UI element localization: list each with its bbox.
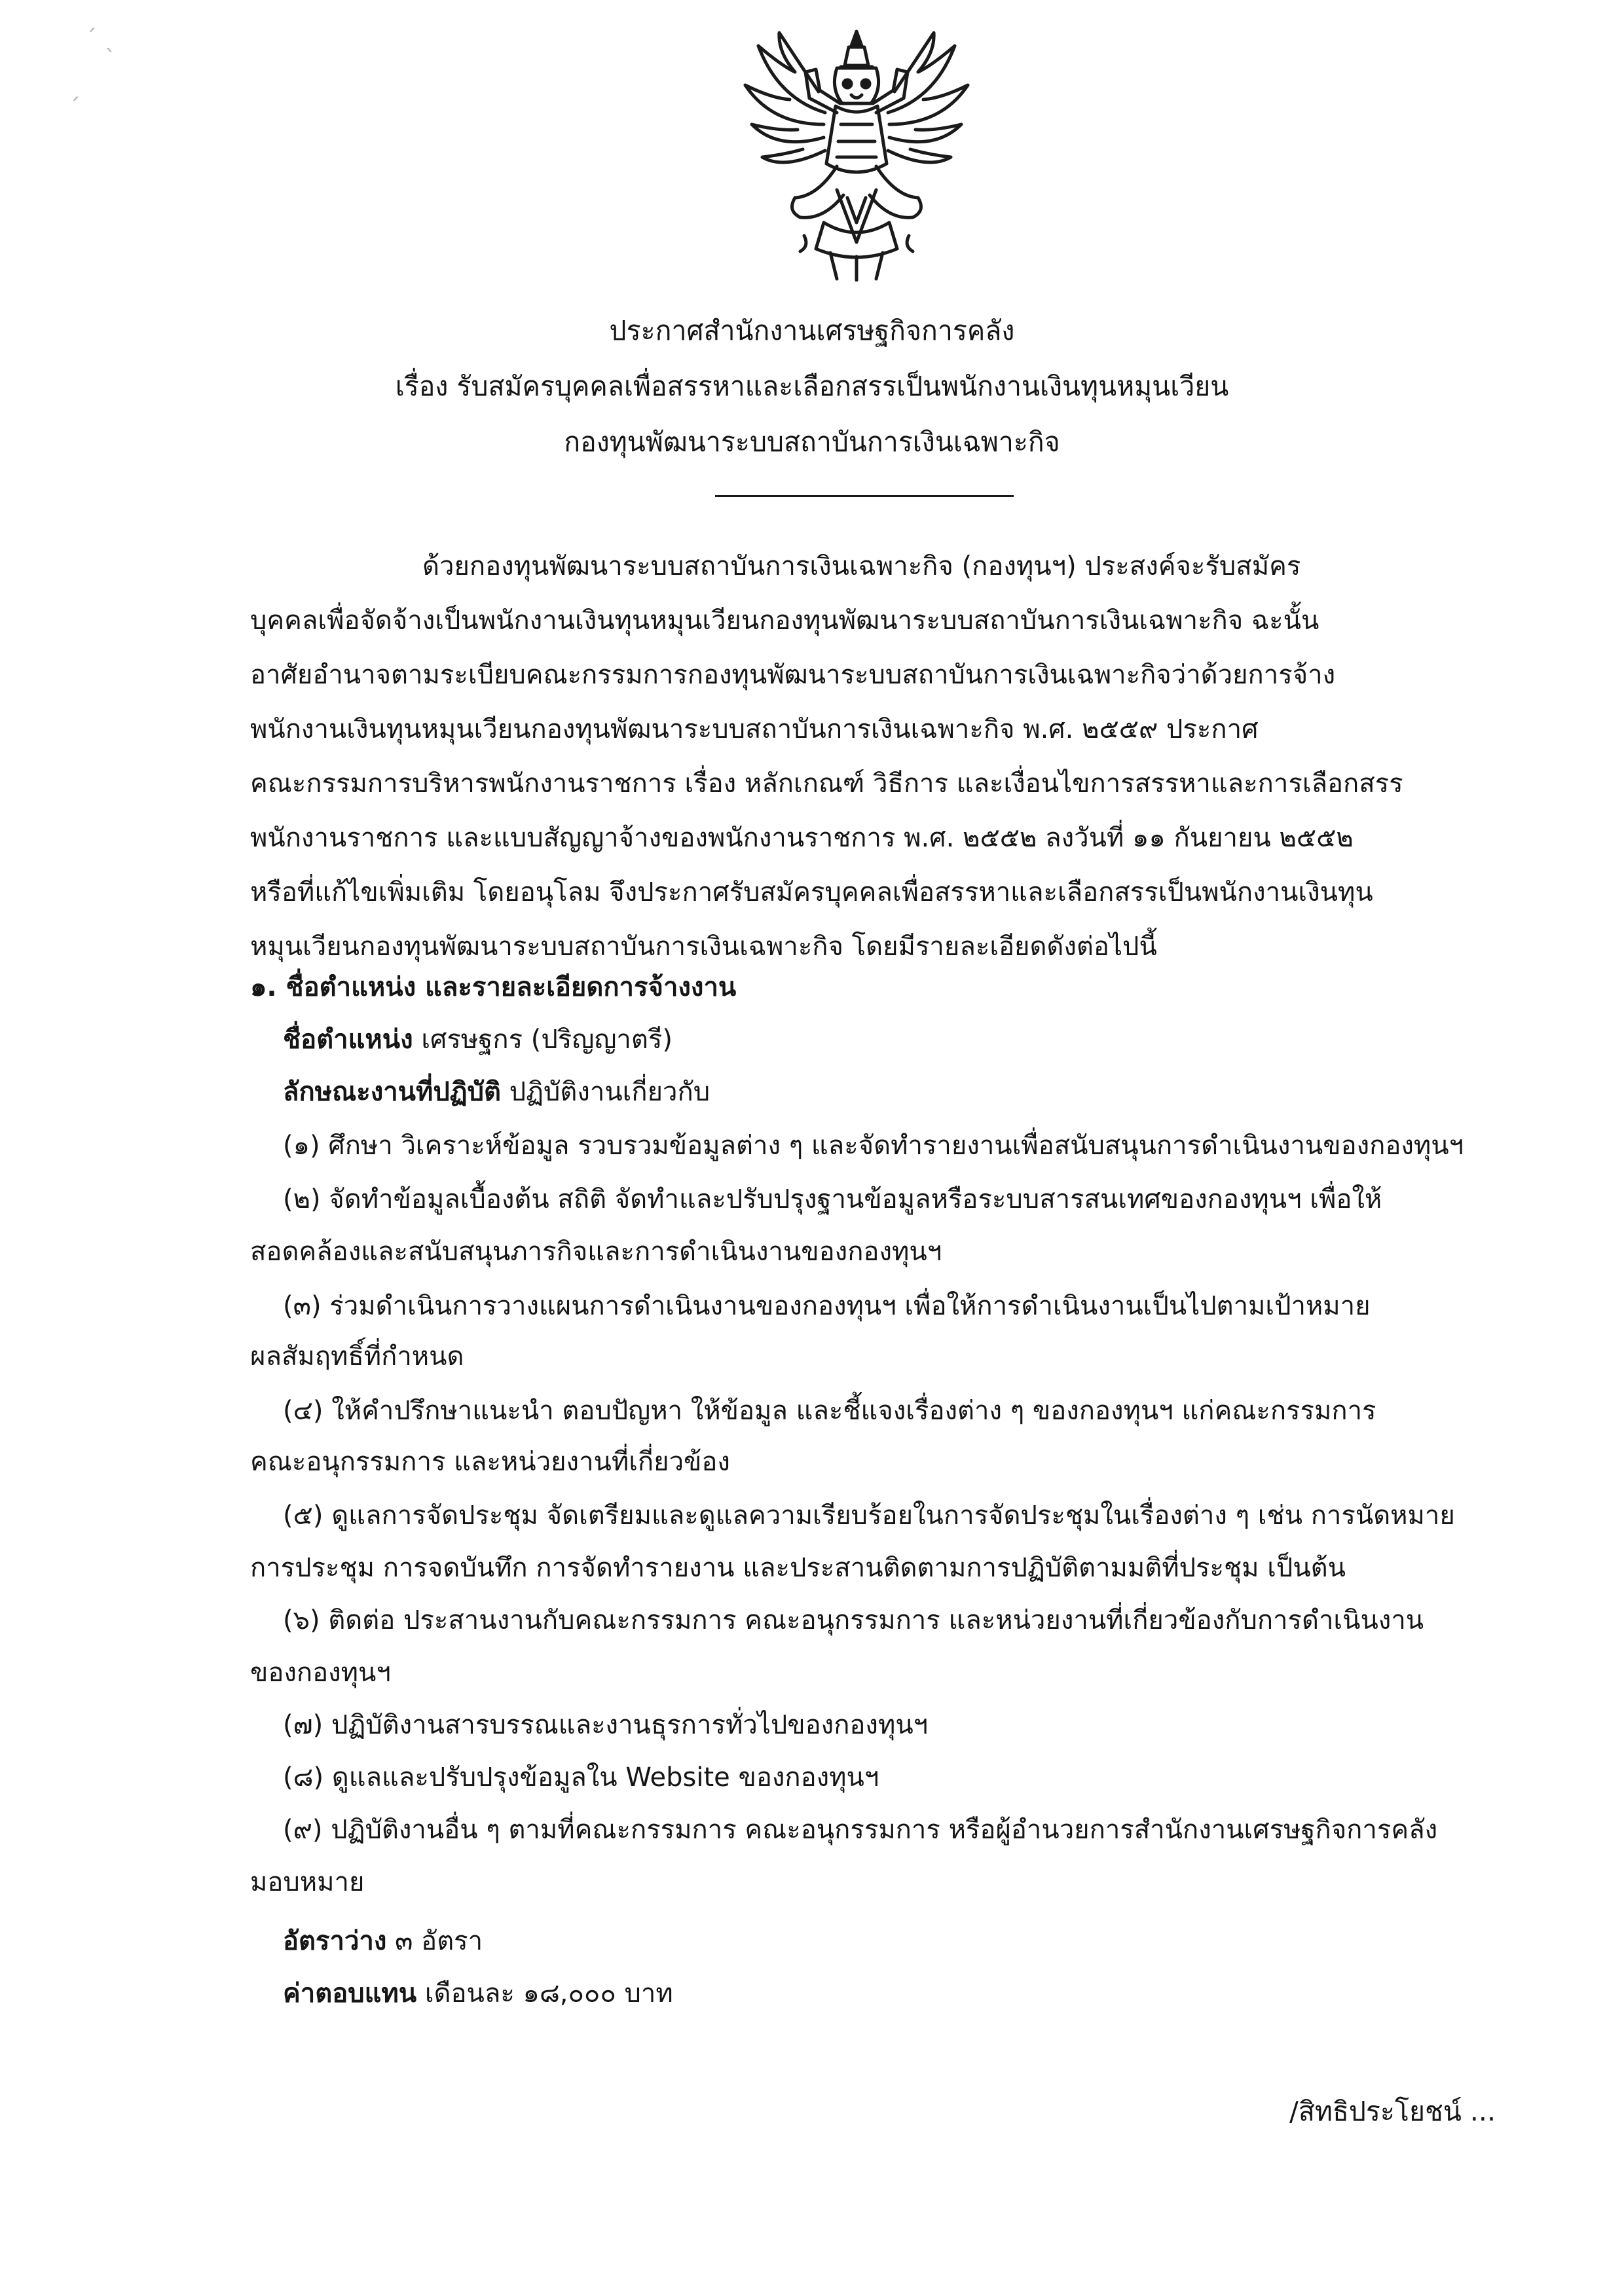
announcement-subject: เรื่อง รับสมัครบุคคลเพื่อสรรหาและเลือกสรรเป็นพนักงานเงินทุนหมุนเวียน	[395, 371, 1229, 402]
section-heading: ๑. ชื่อตำแหน่ง และรายละเอียดการจ้างงาน	[250, 972, 737, 1002]
pay-value: เดือนละ ๑๘,๐๐๐ บาท	[424, 1978, 673, 2009]
intro-line: พนักงานเงินทุนหมุนเวียนกองทุนพัฒนาระบบสถาบันการเงินเฉพาะกิจ พ.ศ. ๒๕๕๙ ประกาศ	[250, 714, 1259, 744]
duty-item: (๗) ปฏิบัติงานสารบรรณและงานธุรการทั่วไปของกองทุนฯ	[283, 1710, 929, 1740]
intro-line: ด้วยกองทุนพัฒนาระบบสถาบันการเงินเฉพาะกิจ (กองทุนฯ) ประสงค์จะรับสมัคร	[422, 551, 1301, 581]
duty-item-continuation: สอดคล้องและสนับสนุนภารกิจและการดำเนินงานของกองทุนฯ	[250, 1237, 942, 1267]
intro-line: หรือที่แก้ไขเพิ่มเติม โดยอนุโลม จึงประกาศรับสมัครบุคคลเพื่อสรรหาและเลือกสรรเป็นพนักงานเงินทุน	[250, 877, 1373, 907]
intro-line: พนักงานราชการ และแบบสัญญาจ้างของพนักงานราชการ พ.ศ. ๒๕๕๒ ลงวันที่ ๑๑ กันยายน ๒๕๕๒	[250, 823, 1354, 853]
duty-item: (๑) ศึกษา วิเคราะห์ข้อมูล รวบรวมข้อมูลต่าง ๆ และจัดทำรายงานเพื่อสนับสนุนการดำเนินงานของกองทุนฯ	[283, 1131, 1464, 1161]
scan-speck: ˊ ˎ	[85, 26, 117, 52]
pay-label: ค่าตอบแทน	[283, 1978, 417, 2009]
intro-line: บุคคลเพื่อจัดจ้างเป็นพนักงานเงินทุนหมุนเวียนกองทุนพัฒนาระบบสถาบันการเงินเฉพาะกิจ ฉะนั้น	[250, 606, 1320, 636]
intro-line: หมุนเวียนกองทุนพัฒนาระบบสถาบันการเงินเฉพาะกิจ โดยมีรายละเอียดดังต่อไปนี้	[250, 932, 1157, 962]
position-label: ชื่อตำแหน่ง	[283, 1025, 413, 1055]
vacancy-label: อัตราว่าง	[283, 1926, 387, 1956]
duty-item-continuation: ผลสัมฤทธิ์ที่กำหนด	[250, 1341, 464, 1372]
announcement-title: ประกาศสำนักงานเศรษฐกิจการคลัง	[609, 315, 1015, 346]
duty-item: (๘) ดูแลและปรับปรุงข้อมูลใน Website ของกองทุนฯ	[283, 1762, 879, 1793]
garuda-emblem	[732, 26, 981, 282]
duty-item: (๕) ดูแลการจัดประชุม จัดเตรียมและดูแลความเรียบร้อยในการจัดประชุมในเรื่องต่าง ๆ เช่น การนัดหมาย	[283, 1501, 1455, 1531]
duty-item: (๒) จัดทำข้อมูลเบื้องต้น สถิติ จัดทำและปรับปรุงฐานข้อมูลหรือระบบสารสนเทศของกองทุนฯ เพื่อให้	[283, 1184, 1382, 1214]
title-divider	[715, 495, 1014, 497]
duties-row	[283, 1072, 710, 1112]
vacancy-row	[283, 1922, 483, 1961]
duty-item: (๔) ให้คำปรึกษาแนะนำ ตอบปัญหา ให้ข้อมูล และชี้แจงเรื่องต่าง ๆ ของกองทุนฯ แก่คณะกรรมการ	[283, 1396, 1376, 1426]
duty-item-continuation: การประชุม การจดบันทึก การจัดทำรายงาน และประสานติดตามการปฏิบัติตามมติที่ประชุม เป็นต้น	[250, 1553, 1346, 1583]
pay-row	[283, 1974, 673, 2013]
duties-label: ลักษณะงานที่ปฏิบัติ	[283, 1077, 502, 1107]
vacancy-value: ๓ อัตรา	[395, 1926, 483, 1956]
scan-speck: ˊ	[69, 94, 81, 121]
duty-item: (๓) ร่วมดำเนินการวางแผนการดำเนินงานของกองทุนฯ เพื่อให้การดำเนินงานเป็นไปตามเป้าหมาย	[283, 1291, 1371, 1321]
intro-line: คณะกรรมการบริหารพนักงานราชการ เรื่อง หลักเกณฑ์ วิธีการ และเงื่อนไขการสรรหาและการเลือกสรร	[250, 769, 1403, 799]
duty-item: (๖) ติดต่อ ประสานงานกับคณะกรรมการ คณะอนุกรรมการ และหน่วยงานที่เกี่ยวข้องกับการดำเนินงาน	[283, 1605, 1424, 1635]
position-value: เศรษฐกร (ปริญญาตรี)	[421, 1025, 673, 1055]
intro-line: อาศัยอำนาจตามระเบียบคณะกรรมการกองทุนพัฒนาระบบสถาบันการเงินเฉพาะกิจว่าด้วยการจ้าง	[250, 660, 1336, 690]
duty-item-continuation: คณะอนุกรรมการ และหน่วยงานที่เกี่ยวข้อง	[250, 1447, 730, 1477]
duty-item: (๙) ปฏิบัติงานอื่น ๆ ตามที่คณะกรรมการ คณะอนุกรรมการ หรือผู้อำนวยการสำนักงานเศรษฐกิจการคลัง	[283, 1815, 1438, 1845]
continuation-note: /สิทธิประโยชน์ ...	[1289, 2096, 1496, 2127]
duties-value: ปฏิบัติงานเกี่ยวกับ	[509, 1077, 710, 1107]
position-row	[283, 1020, 673, 1059]
announcement-unit: กองทุนพัฒนาระบบสถาบันการเงินเฉพาะกิจ	[564, 426, 1060, 458]
duty-item-continuation: ของกองทุนฯ	[250, 1658, 391, 1688]
duty-item-continuation: มอบหมาย	[250, 1867, 365, 1897]
